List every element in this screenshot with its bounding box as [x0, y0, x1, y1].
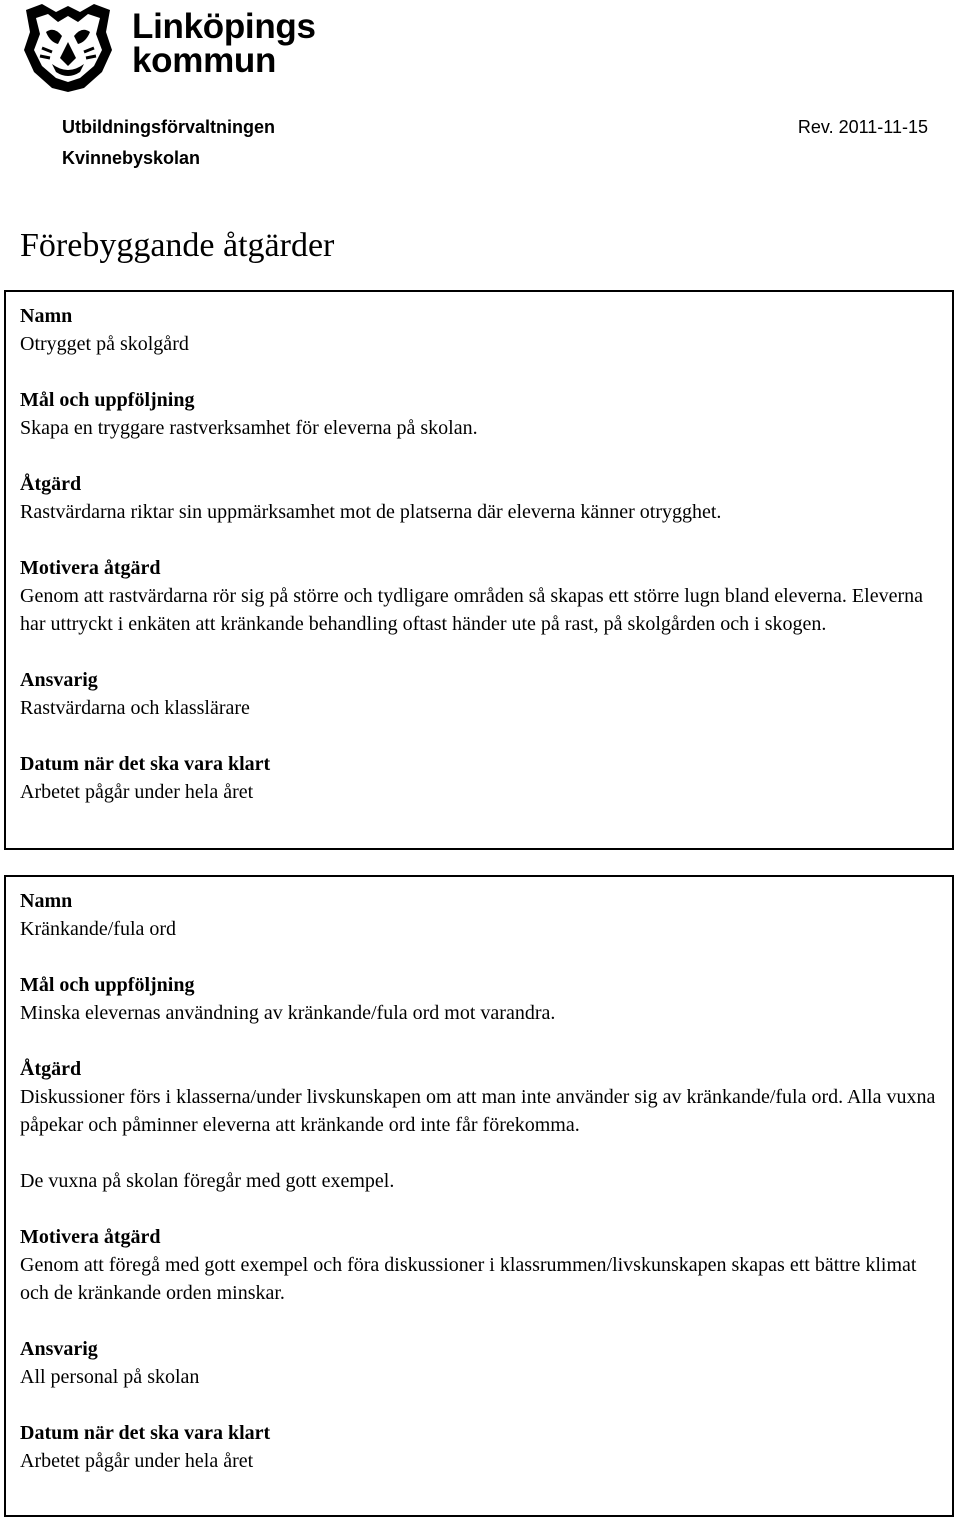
mal-value: Skapa en tryggare rastverksamhet för eleverna på skolan.	[20, 417, 478, 439]
motivera-label: Motivera åtgärd	[20, 557, 161, 579]
namn-label: Namn	[20, 305, 73, 327]
ansvarig-value: All personal på skolan	[20, 1366, 200, 1388]
ansvarig-label: Ansvarig	[20, 669, 98, 691]
measure-box	[4, 875, 954, 1517]
revision-date: Rev. 2011-11-15	[797, 117, 928, 137]
atgard-value: Diskussioner förs i klasserna/under livskunskapen om att man inte använder sig av kränkande/fula ord. Alla vuxna påpekar och påminner eleverna att kränkande ord inte får förekomma.	[20, 1086, 936, 1136]
namn-value: Kränkande/fula ord	[20, 918, 177, 940]
logo-line-1: Linköpings	[132, 7, 316, 46]
org-name: Utbildningsförvaltningen	[62, 117, 275, 137]
mal-label: Mål och uppföljning	[20, 389, 195, 411]
page-title: Förebyggande åtgärder	[20, 227, 335, 264]
datum-label: Datum när det ska vara klart	[20, 1422, 271, 1444]
datum-value: Arbetet pågår under hela året	[20, 781, 254, 803]
datum-label: Datum när det ska vara klart	[20, 753, 271, 775]
mal-label: Mål och uppföljning	[20, 974, 195, 996]
datum-value: Arbetet pågår under hela året	[20, 1450, 254, 1472]
measure-box	[4, 290, 954, 850]
atgard-label: Åtgärd	[20, 473, 82, 495]
lion-crest-icon	[18, 2, 118, 94]
motivera-value: Genom att rastvärdarna rör sig på större och tydligare områden så skapas ett större lugn bland eleverna. Eleverna har uttryckt i enkäten att kränkande behandling oftast händer ute på rast, på skolgården och i skogen.	[20, 585, 923, 635]
motivera-value: Genom att föregå med gott exempel och föra diskussioner i klassrummen/livskunskapen skapas ett bättre klimat och de kränkande orden minskar.	[20, 1254, 917, 1304]
mal-value: Minska elevernas användning av kränkande/fula ord mot varandra.	[20, 1002, 556, 1024]
school-name: Kvinnebyskolan	[62, 148, 201, 168]
atgard-value-2: De vuxna på skolan föregår med gott exempel.	[20, 1170, 395, 1192]
logo-line-2: kommun	[132, 41, 277, 80]
linkoping-logo	[18, 2, 318, 94]
namn-label: Namn	[20, 890, 73, 912]
atgard-label: Åtgärd	[20, 1058, 82, 1080]
namn-value: Otrygget på skolgård	[20, 333, 189, 355]
atgard-value: Rastvärdarna riktar sin uppmärksamhet mot de platserna där eleverna känner otrygghet.	[20, 501, 722, 523]
ansvarig-label: Ansvarig	[20, 1338, 98, 1360]
motivera-label: Motivera åtgärd	[20, 1226, 161, 1248]
ansvarig-value: Rastvärdarna och klasslärare	[20, 697, 250, 719]
